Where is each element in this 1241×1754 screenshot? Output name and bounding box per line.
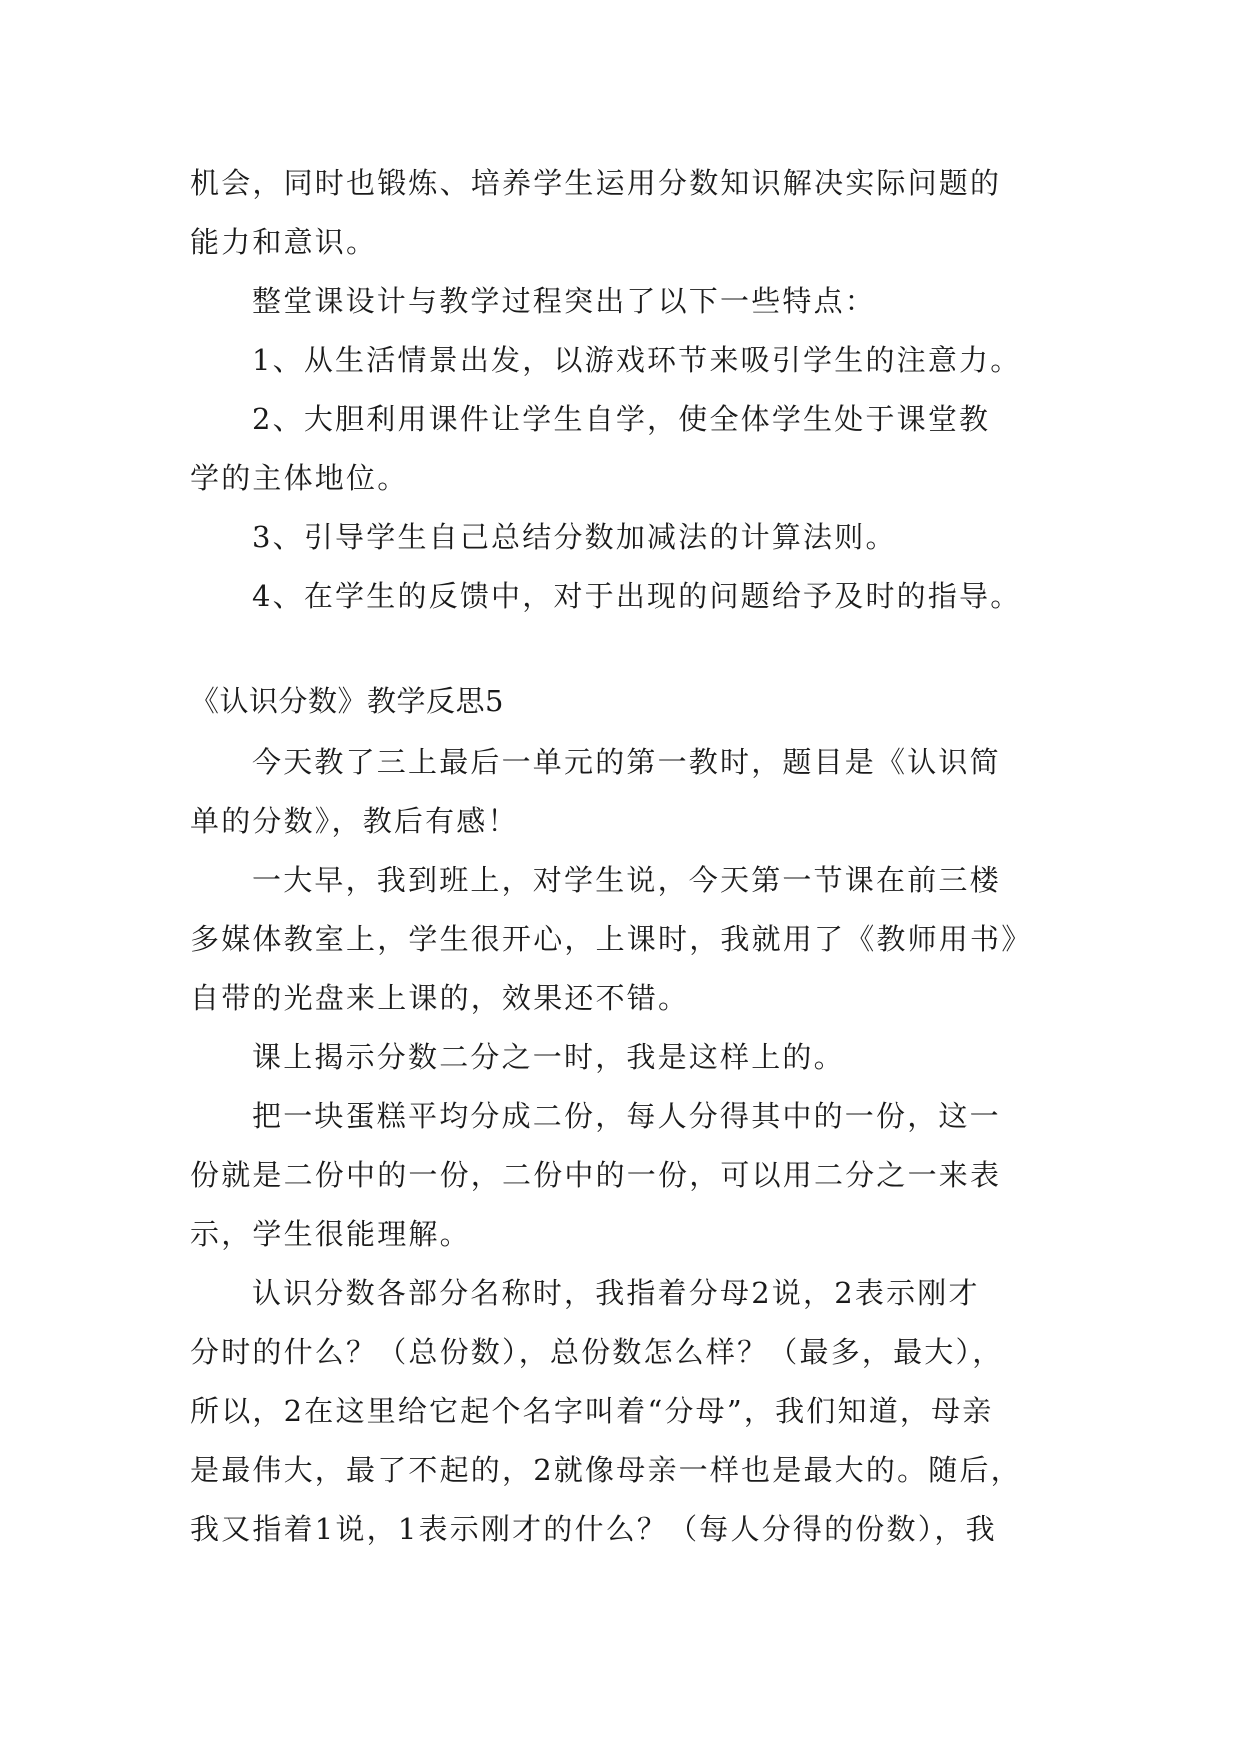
paragraph-line: 多媒体教室上，学生很开心，上课时，我就用了《教师用书》	[190, 922, 1033, 956]
paragraph-line: 学的主体地位。	[190, 461, 409, 495]
paragraph-line: 把一块蛋糕平均分成二份，每人分得其中的一份，这一	[252, 1099, 1001, 1133]
list-item: 4、在学生的反馈中，对于出现的问题给予及时的指导。	[252, 579, 1022, 613]
paragraph-line: 所以，2在这里给它起个名字叫着“分母”，我们知道，母亲	[190, 1394, 994, 1428]
paragraph-line: 今天教了三上最后一单元的第一教时，题目是《认识简	[252, 745, 1001, 779]
paragraph-line: 课上揭示分数二分之一时，我是这样上的。	[252, 1040, 845, 1074]
paragraph-line: 单的分数》，教后有感！	[190, 804, 519, 838]
paragraph-line: 能力和意识。	[190, 225, 378, 259]
paragraph-line: 是最伟大，最了不起的，2就像母亲一样也是最大的。随后，	[190, 1453, 1022, 1487]
paragraph-line: 我又指着1说，1表示刚才的什么？（每人分得的份数），我	[190, 1512, 997, 1546]
paragraph-line: 整堂课设计与教学过程突出了以下一些特点：	[252, 284, 877, 318]
paragraph-line: 认识分数各部分名称时，我指着分母2说，2表示刚才	[252, 1276, 980, 1310]
paragraph-line: 示，学生很能理解。	[190, 1217, 471, 1251]
paragraph-line: 一大早，我到班上，对学生说，今天第一节课在前三楼	[252, 863, 1001, 897]
paragraph-line: 自带的光盘来上课的，效果还不错。	[190, 981, 690, 1015]
paragraph-line: 份就是二份中的一份，二份中的一份，可以用二分之一来表	[190, 1158, 1002, 1192]
list-item: 2、大胆利用课件让学生自学，使全体学生处于课堂教	[252, 402, 991, 436]
list-item: 3、引导学生自己总结分数加减法的计算法则。	[252, 520, 897, 554]
list-item: 1、从生活情景出发，以游戏环节来吸引学生的注意力。	[252, 343, 1022, 377]
paragraph-line: 分时的什么？（总份数），总份数怎么样？（最多，最大），	[190, 1335, 1004, 1369]
section-heading: 《认识分数》教学反思5	[190, 684, 504, 718]
paragraph-line: 机会，同时也锻炼、培养学生运用分数知识解决实际问题的	[190, 166, 1002, 200]
